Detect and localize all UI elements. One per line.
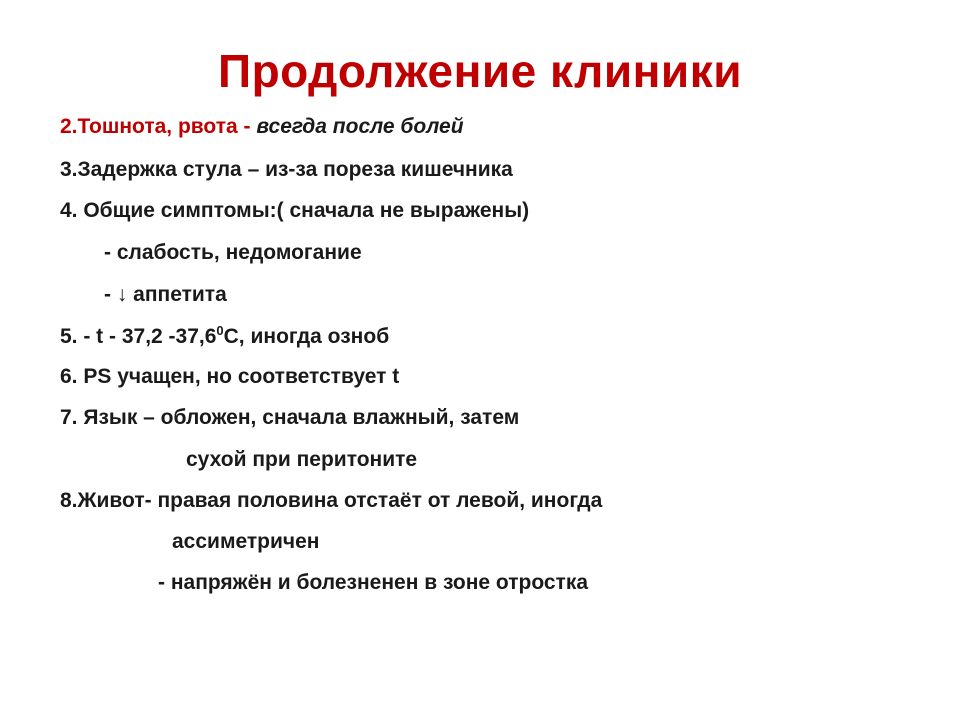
item-abdomen-tension: - напряжён и болезненен в зоне отростка <box>158 571 589 594</box>
item-appetite: - ↓ аппетита <box>104 283 227 306</box>
item-nausea-dash: - <box>237 115 257 138</box>
item-temperature <box>60 323 389 349</box>
item-abdomen: 8.Живот- правая половина отстаёт от левой, иногда <box>60 489 603 512</box>
slide-title: Продолжение клиники <box>218 45 742 97</box>
item-temperature-note: C, иногда озноб <box>223 325 390 348</box>
item-tongue: 7. Язык – обложен, сначала влажный, затем <box>60 406 520 429</box>
degree-superscript: 0 <box>216 323 224 338</box>
item-nausea <box>60 115 464 139</box>
item-nausea-label: 2.Тошнота, рвота <box>60 115 238 138</box>
item-temperature-range: 5. - t - 37,2 -37,6 <box>60 325 217 348</box>
item-weakness: - слабость, недомогание <box>104 241 362 264</box>
item-abdomen-cont: ассиметричен <box>172 530 320 553</box>
item-tongue-cont: сухой при перитоните <box>186 448 418 471</box>
item-general-symptoms: 4. Общие симптомы:( сначала не выражены) <box>60 199 530 222</box>
item-stool: 3.Задержка стула – из-за пореза кишечника <box>60 158 513 181</box>
item-nausea-note: всегда после болей <box>256 115 464 138</box>
item-pulse: 6. PS учащен, но соответствует t <box>60 365 400 388</box>
